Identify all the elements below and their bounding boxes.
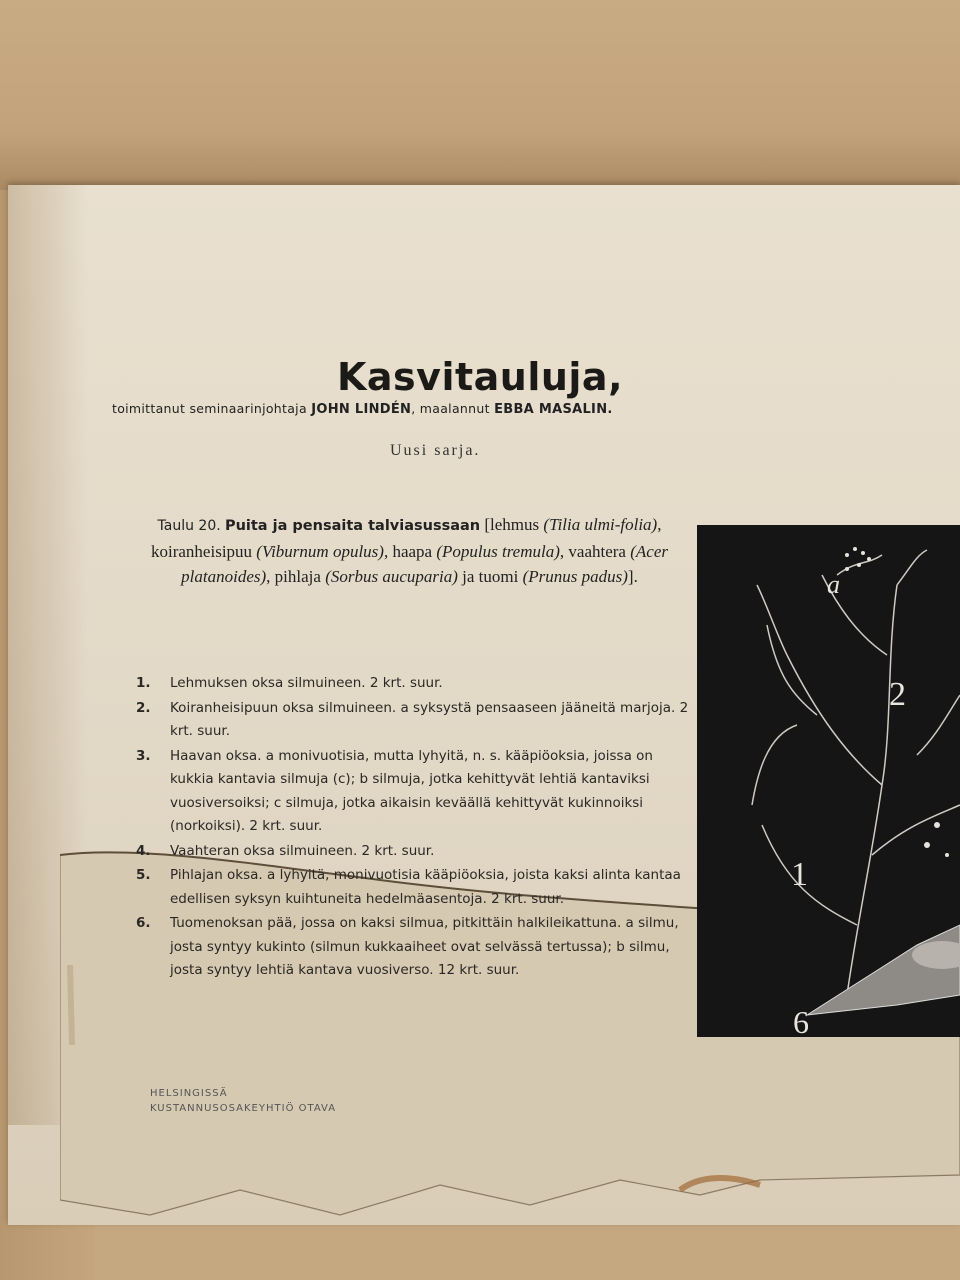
caption-number: 2.	[136, 699, 151, 716]
painter-name: EBBA MASALIN.	[494, 402, 613, 417]
caption-number: 4.	[136, 842, 151, 859]
botanical-illustration	[697, 525, 960, 1037]
credits-prefix: toimittanut seminaarinjohtaja	[112, 401, 307, 416]
plate-heading	[112, 512, 707, 589]
label-1: 1	[791, 856, 808, 893]
branch-drawing	[697, 525, 960, 1037]
caption-text: Haavan oksa. a monivuotisia, mutta lyhyitä, n. s. kääpiöoksia, joissa on kukkia kantavia silmuja (c); b silmuja, jotka kehittyvät lehtiä kantaviksi vuosiversoiksi; c silmuja, jotka aikaisin keväällä kehittyvät kukinnoiksi (norkoiksi). 2 krt. suur.	[170, 747, 653, 834]
caption-number: 6.	[136, 915, 151, 931]
caption-item	[130, 697, 700, 744]
publisher-imprint	[150, 1086, 336, 1116]
cardboard-backing	[0, 0, 960, 190]
caption-list	[130, 672, 700, 984]
caption-text: Pihlajan oksa. a lyhyitä, monivuotisia kääpiöoksia, joista kaksi alinta kantaa edellisen syksyn kuihtuneita hedelmäasentoja. 2 krt. suur.	[170, 867, 681, 907]
series-label: Uusi sarja.	[390, 442, 481, 459]
caption-item	[130, 745, 700, 839]
caption-item	[130, 912, 700, 983]
plate-name: Puita ja pensaita talviasussaan	[224, 518, 481, 534]
caption-number: 5.	[136, 867, 151, 883]
credits-mid: , maalannut	[411, 401, 490, 416]
label-2: 2	[889, 676, 906, 713]
caption-number: 3.	[136, 747, 151, 764]
caption-text: Koiranheisipuun oksa silmuineen. a syksystä pensaaseen jääneitä marjoja. 2 krt. suur.	[170, 699, 689, 739]
page-title: Kasvitauluja,	[336, 355, 624, 399]
caption-text: Vaahteran oksa silmuineen. 2 krt. suur.	[170, 842, 435, 859]
caption-text: Tuomenoksan pää, jossa on kaksi silmua, pitkittäin halkileikattuna. a silmu, josta syntyy kukinto (silmun kukkaaiheet ovat selvässä tertussa); b silmu, josta syntyy lehtiä kantava vuosiverso. 12 krt. suur.	[170, 915, 679, 978]
label-a: a	[827, 570, 840, 599]
caption-item	[130, 864, 700, 911]
plate-number: Taulu 20.	[157, 518, 221, 534]
editor-name: JOHN LINDÉN	[311, 402, 412, 417]
caption-number: 1.	[136, 675, 151, 691]
species-list: [lehmus (Tilia ulmi-folia), koiranheisipuu (Viburnum opulus), haapa (Populus tremula), vaahtera (Acer platanoides), pihlaja (Sorbus aucuparia) ja tuomi (Prunus padus)].	[151, 515, 668, 586]
caption-item	[130, 840, 700, 864]
caption-text: Lehmuksen oksa silmuineen. 2 krt. suur.	[170, 675, 443, 691]
label-6: 6	[793, 1004, 809, 1037]
imprint-publisher: KUSTANNUSOSAKEYHTIÖ OTAVA	[150, 1103, 337, 1114]
caption-item	[130, 672, 700, 696]
imprint-city: HELSINGISSÄ	[150, 1088, 228, 1099]
credits-line	[112, 401, 812, 417]
